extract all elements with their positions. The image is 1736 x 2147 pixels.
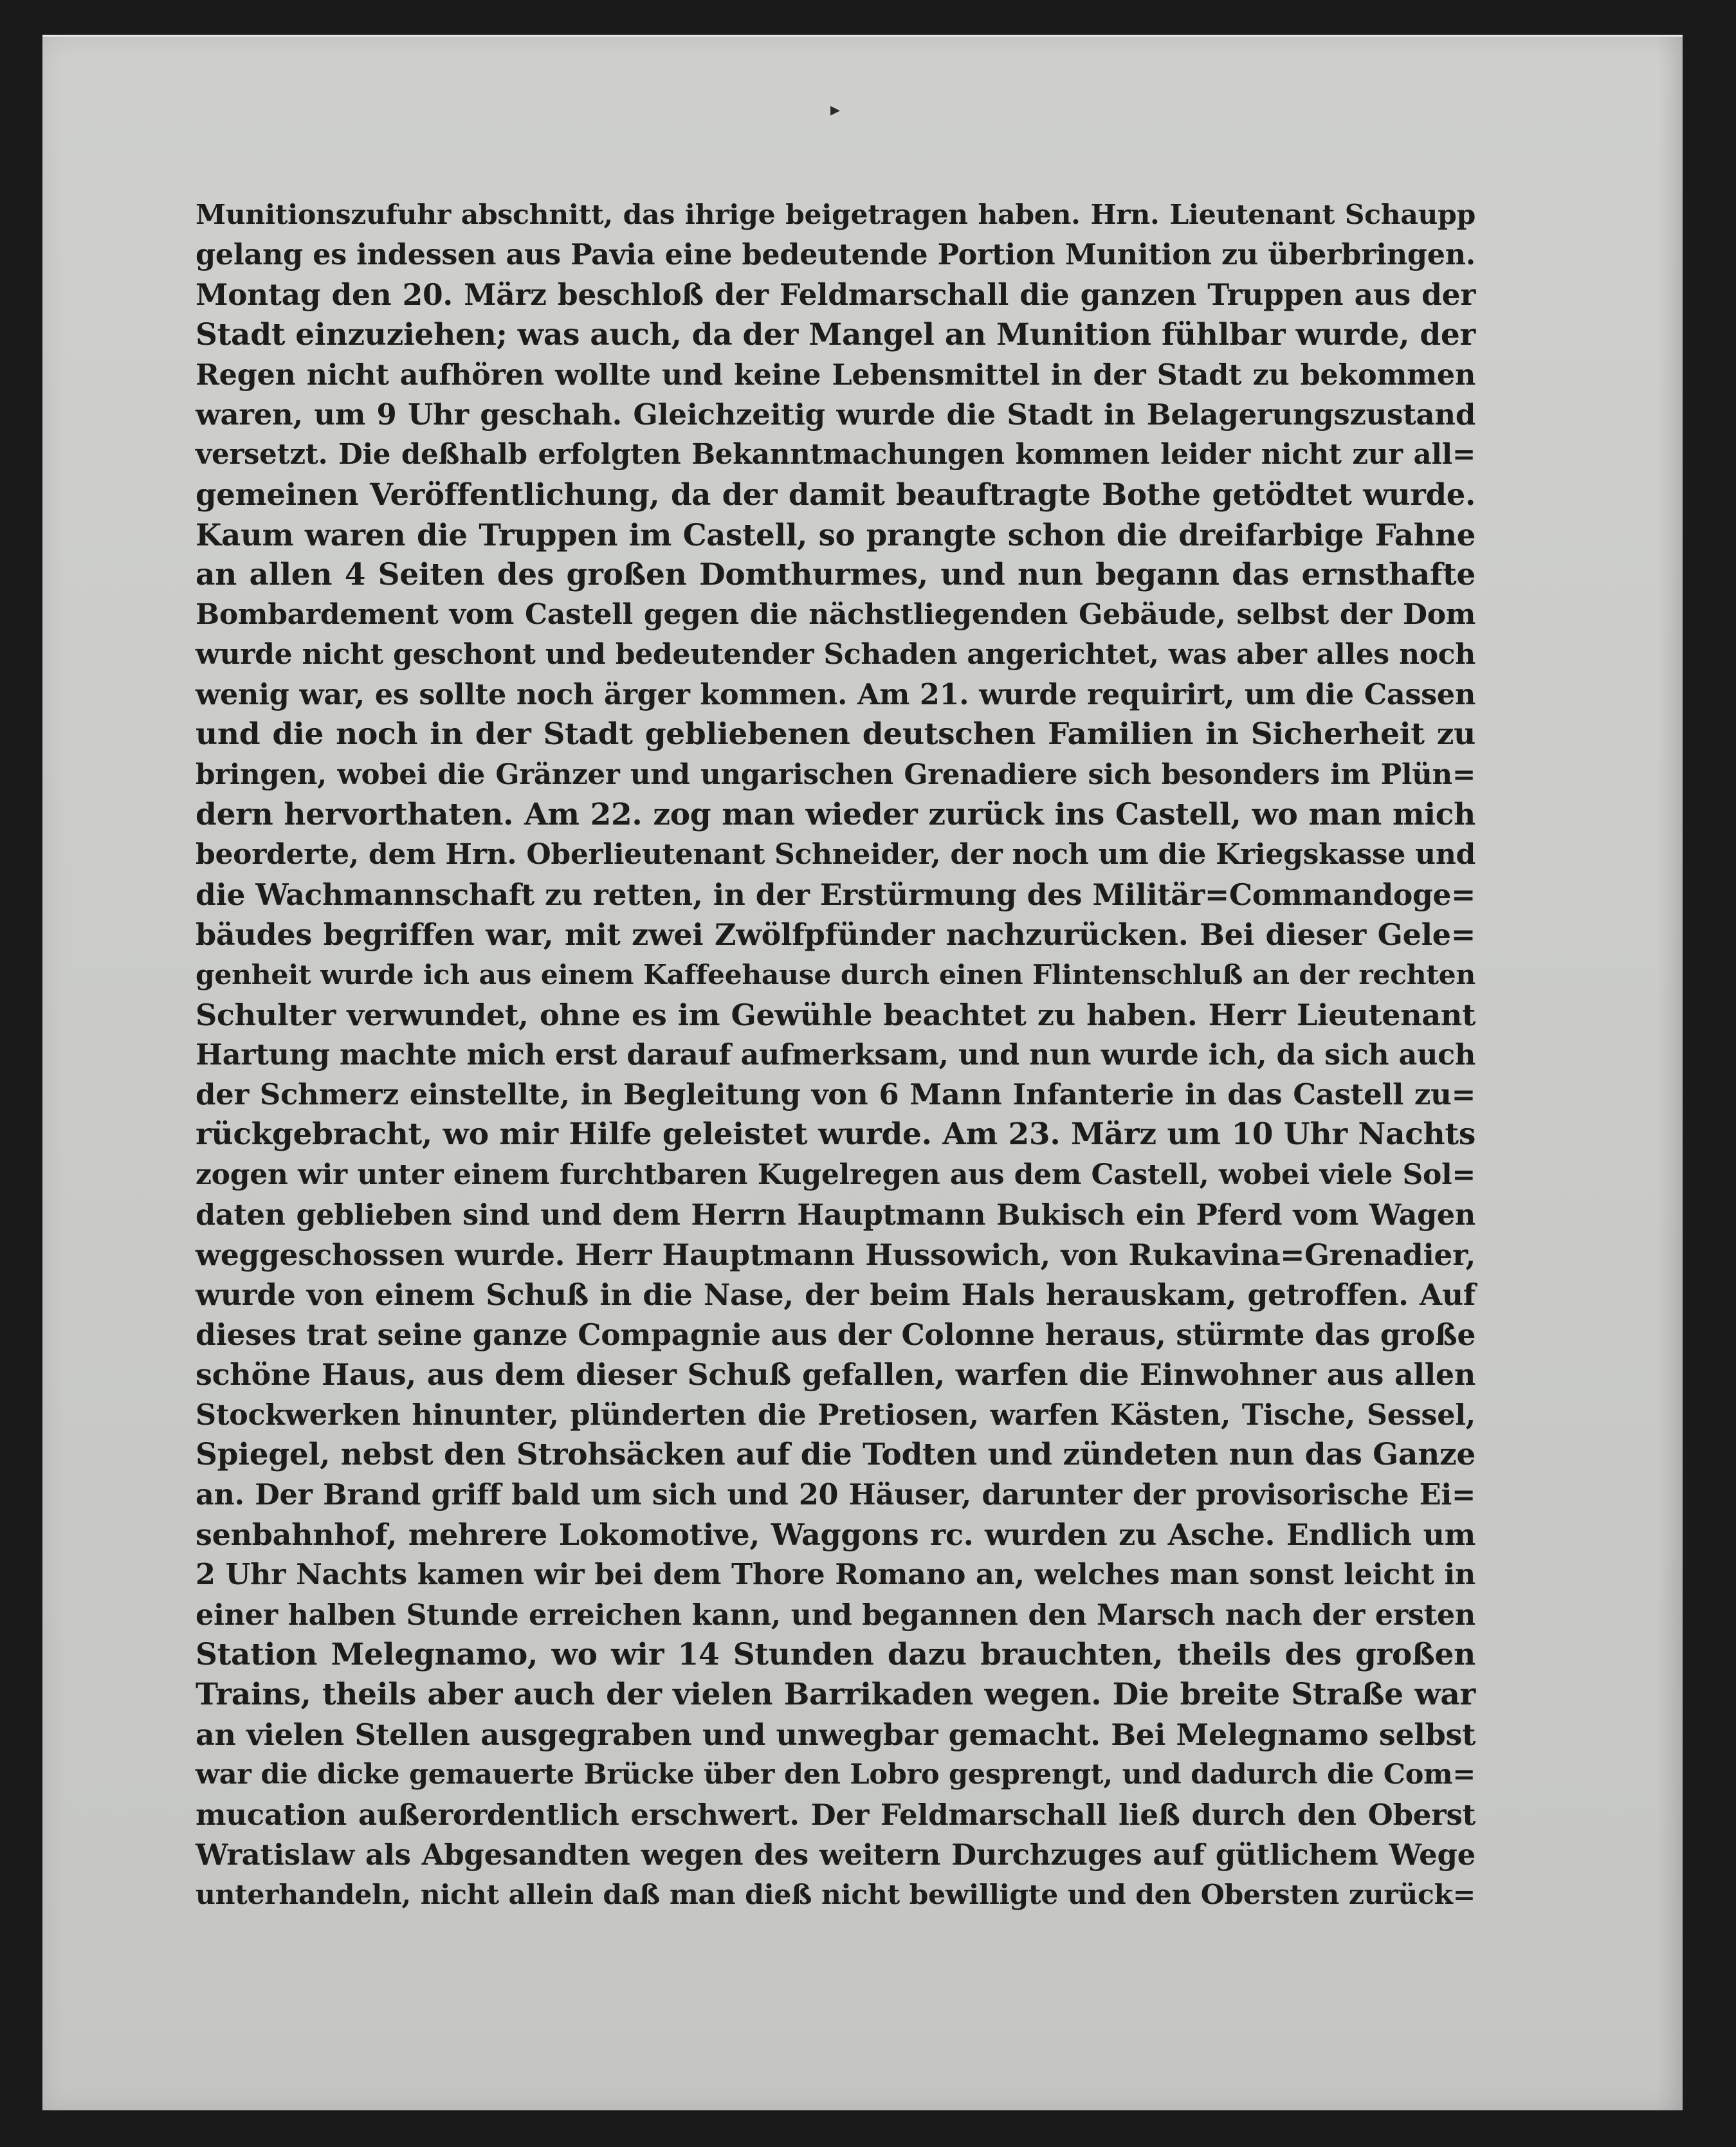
text-line: beorderte, dem Hrn. Oberlieutenant Schneider, der noch um die Kriegskasse und bbox=[196, 838, 1476, 871]
text-line: weggeschossen wurde. Herr Hauptmann Hussowich, von Rukavina=Grenadier, bbox=[196, 1237, 1476, 1272]
text-line: bringen, wobei die Gränzer und ungarischen Grenadiere sich besonders im Plün= bbox=[196, 758, 1476, 791]
text-line: genheit wurde ich aus einem Kaffeehause durch einen Flintenschluß an der rechten bbox=[196, 958, 1476, 991]
text-line: war die dicke gemauerte Brücke über den Lobro gesprengt, und dadurch die Com= bbox=[196, 1759, 1476, 1791]
text-line: Bombardement vom Castell gegen die nächstliegenden Gebäude, selbst der Dom bbox=[196, 598, 1476, 631]
text-line: der Schmerz einstellte, in Begleitung von 6 Mann Infanterie in das Castell zu= bbox=[196, 1077, 1476, 1112]
text-line: wenig war, es sollte noch ärger kommen. Am 21. wurde requirirt, um die Cassen bbox=[196, 678, 1476, 712]
text-line: senbahnhof, mehrere Lokomotive, Waggons rc. wurden zu Asche. Endlich um bbox=[196, 1517, 1476, 1553]
text-line: versetzt. Die deßhalb erfolgten Bekanntmachungen kommen leider nicht zur all= bbox=[196, 438, 1476, 471]
page-edge-shadow bbox=[1657, 37, 1683, 2110]
text-line: 2 Uhr Nachts kamen wir bei dem Thore Romano an, welches man sonst leicht in bbox=[196, 1558, 1476, 1592]
ink-mark: ▸ bbox=[830, 98, 841, 121]
text-line: Munitionszufuhr abschnitt, das ihrige beigetragen haben. Hrn. Lieutenant Schaupp bbox=[196, 199, 1476, 231]
text-line: gemeinen Veröffentlichung, da der damit beauftragte Bothe getödtet wurde. bbox=[196, 477, 1476, 513]
text-line: mucation außerordentlich erschwert. Der Feldmarschall ließ durch den Oberst bbox=[196, 1797, 1476, 1832]
text-line: Montag den 20. März beschloß der Feldmarschall die ganzen Truppen aus der bbox=[196, 277, 1476, 313]
text-line: Stadt einzuziehen; was auch, da der Mangel an Munition fühlbar wurde, der bbox=[196, 316, 1476, 352]
text-line: Hartung machte mich erst darauf aufmerksam, und nun wurde ich, da sich auch bbox=[196, 1037, 1476, 1072]
text-line: dieses trat seine ganze Compagnie aus der Colonne heraus, stürmte das große bbox=[196, 1317, 1476, 1353]
text-line: Kaum waren die Truppen im Castell, so prangte schon die dreifarbige Fahne bbox=[196, 516, 1476, 553]
body-text bbox=[196, 195, 1476, 1915]
text-line: bäudes begriffen war, mit zwei Zwölfpfünder nachzurücken. Bei dieser Gele= bbox=[196, 917, 1476, 953]
text-line: Spiegel, nebst den Strohsäcken auf die Todten und zündeten nun das Ganze bbox=[196, 1436, 1476, 1472]
text-line: Station Melegnamo, wo wir 14 Stunden dazu brauchten, theils des großen bbox=[196, 1636, 1476, 1672]
text-line: die Wachmannschaft zu retten, in der Erstürmung des Militär=Commandoge= bbox=[196, 877, 1476, 913]
text-line: rückgebracht, wo mir Hilfe geleistet wurde. Am 23. März um 10 Uhr Nachts bbox=[196, 1117, 1476, 1153]
text-line: wurde nicht geschont und bedeutender Schaden angerichtet, was aber alles noch bbox=[196, 638, 1476, 672]
text-line: Regen nicht aufhören wollte und keine Lebensmittel in der Stadt zu bekommen bbox=[196, 358, 1476, 392]
document-page bbox=[42, 35, 1683, 2110]
text-line: Schulter verwundet, ohne es im Gewühle beachtet zu haben. Herr Lieutenant bbox=[196, 997, 1476, 1032]
text-line: zogen wir unter einem furchtbaren Kugelregen aus dem Castell, wobei viele Sol= bbox=[196, 1158, 1476, 1191]
text-line: einer halben Stunde erreichen kann, und begannen den Marsch nach der ersten bbox=[196, 1598, 1476, 1632]
text-line: an allen 4 Seiten des großen Domthurmes, und nun begann das ernsthafte bbox=[196, 556, 1476, 592]
text-line: daten geblieben sind und dem Herrn Hauptmann Bukisch ein Pferd vom Wagen bbox=[196, 1198, 1476, 1232]
text-line: an vielen Stellen ausgegraben und unwegbar gemacht. Bei Melegnamo selbst bbox=[196, 1717, 1476, 1753]
text-line: wurde von einem Schuß in die Nase, der beim Hals herauskam, getroffen. Auf bbox=[196, 1277, 1476, 1313]
text-line: Wratislaw als Abgesandten wegen des weitern Durchzuges auf gütlichem Wege bbox=[196, 1837, 1476, 1872]
text-line: unterhandeln, nicht allein daß man dieß nicht bewilligte und den Obersten zurück= bbox=[196, 1878, 1476, 1911]
text-line: Trains, theils aber auch der vielen Barrikaden wegen. Die breite Straße war bbox=[196, 1676, 1476, 1712]
text-line: waren, um 9 Uhr geschah. Gleichzeitig wurde die Stadt in Belagerungszustand bbox=[196, 397, 1476, 432]
text-line: an. Der Brand griff bald um sich und 20 Häuser, darunter der provisorische Ei= bbox=[196, 1478, 1476, 1512]
text-line: dern hervorthaten. Am 22. zog man wieder zurück ins Castell, wo man mich bbox=[196, 796, 1476, 832]
text-line: gelang es indessen aus Pavia eine bedeutende Portion Munition zu überbringen. bbox=[196, 238, 1476, 272]
text-line: schöne Haus, aus dem dieser Schuß gefallen, warfen die Einwohner aus allen bbox=[196, 1357, 1476, 1393]
text-line: und die noch in der Stadt gebliebenen deutschen Familien in Sicherheit zu bbox=[196, 717, 1476, 753]
text-line: Stockwerken hinunter, plünderten die Pretiosen, warfen Kästen, Tische, Sessel, bbox=[196, 1398, 1476, 1432]
